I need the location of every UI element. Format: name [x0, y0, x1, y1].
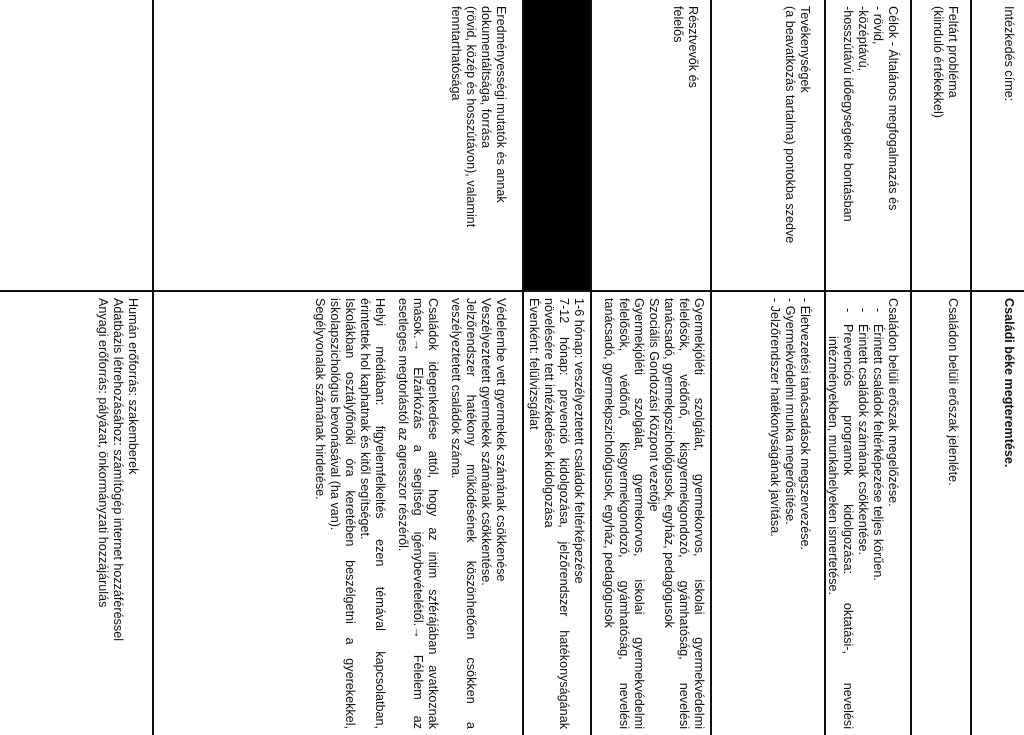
title-label: Intézkedés címe:: [1002, 6, 1016, 102]
participants-line: Szociális Gondozási Központ vezetője: [647, 298, 661, 512]
participants-line: Gyermekjóléti szolgálat, gyermekorvos, iskolai gyermekvédelmi: [692, 298, 706, 729]
problem-value: Családon belüli erőszak jelenléte.: [912, 290, 970, 735]
indicators-line: Iskolákban osztályfőnöki óra keretében beszélgetni a gyerekekkel,: [343, 298, 357, 729]
participants-label-line: Résztvevők és: [686, 6, 700, 88]
problem-label-line: Feltárt probléma: [946, 6, 960, 98]
dash-bullet: -: [841, 308, 855, 313]
goals-bullet-text: Érintett családok számának csökkentése.: [856, 324, 870, 555]
indicators-row: [154, 0, 524, 735]
goals-bullet-continuation: intézményekben, munkahelyeken ismertetése.: [826, 336, 840, 596]
indicators-line: Védelembe vett gyermekek számának csökkenése: [494, 298, 508, 582]
resources-line: Humán erőforrás: szakemberek: [126, 298, 140, 475]
indicators-line: Családok idegenkedése attól, hogy az intim szférájában avatkoznak: [426, 298, 440, 729]
timeline-line: 7-12 hónap: prevenció kidolgozása, jelzőrendszer hatékonyságának: [557, 298, 571, 729]
activity-item: - Jelzőrendszer hatékonyságának javítása.: [768, 298, 782, 537]
activities-label-line: Tevékenységek: [798, 6, 812, 93]
goals-label-line: - rövid,: [871, 6, 885, 45]
goals-bullet: [870, 298, 885, 729]
goals-intro: Családon belüli erőszak megelőzése.: [886, 298, 900, 507]
timeline-line: növelésére tett intézkedések kidolgozása: [542, 298, 556, 528]
goals-bullet: [855, 298, 870, 729]
problem-label-line: (kiinduló értékekkel): [931, 6, 945, 118]
goals-label-line: -középtávú,: [856, 6, 870, 72]
activities-row: [712, 0, 826, 735]
dash-bullet: -: [856, 308, 870, 313]
participants-line: felelősök, védőnő, kisgyermekgondozó, gyámhatóság, nevelési: [677, 298, 691, 729]
indicators-line: Veszélyeztetett gyermekek számának csökkentése.: [479, 298, 493, 586]
dash-bullet: -: [871, 308, 885, 313]
indicators-line: veszélyeztetett családok száma.: [449, 298, 463, 479]
goals-row: [826, 0, 912, 735]
resources-line: Adatbázis létrehozásához: számítógép internet hozzáféréssel: [111, 298, 125, 642]
indicators-label-line: (rövid, közép és hosszútávon), valamint: [464, 6, 478, 228]
participants-line: tanácsadó, gyermekpszichológusok, egyház, pedagógusok: [662, 298, 676, 628]
resources-row: [0, 0, 154, 735]
activity-item: - Gyermekvédelmi munka megerősítése.: [783, 298, 797, 525]
activities-label: [712, 0, 824, 290]
activities-label-line: (a beavatkozás tartalma) pontokba szedve: [783, 6, 797, 244]
goals-bullet: [840, 298, 855, 729]
indicators-line: esetleges megtorlástól az agresszor részéről.: [396, 298, 410, 552]
participants-label: [592, 0, 710, 290]
goals-label-line: -hosszútávú időegységekre bontásban: [841, 6, 855, 222]
indicators-line: érintettek hol kaphatnak és kitől segítséget.: [358, 298, 372, 540]
goals-bullet-text: Prevenciós programok kidolgozása: oktatási-, nevelési: [841, 324, 855, 729]
activity-item: - Életvezetési tanácsadások megszervezése.: [798, 298, 812, 550]
participants-line: felelősök, védőnő, kisgyermekgondozó, gyámhatóság, nevelési: [617, 298, 631, 729]
resources-label: [0, 0, 152, 290]
indicators-value: [154, 290, 522, 735]
timeline-line: 1-6 hónap: veszélyeztetett családok feltérképezése: [572, 298, 586, 584]
goals-value: [826, 290, 910, 735]
indicators-line: Segélyvonalak számának hirdetése.: [313, 298, 327, 500]
indicators-label-line: Eredményességi mutatók és annak: [494, 6, 508, 203]
activities-value: [712, 290, 824, 735]
resources-line: Anyagi erőforrás: pályázat, önkormányzati hozzájárulás: [96, 298, 110, 608]
indicators-line: Jelzőrendszer hatékony működésének köszönhetően csökken a: [464, 298, 478, 729]
timeline-value: [524, 290, 590, 735]
resources-value: [0, 290, 152, 735]
problem-row: [912, 0, 972, 735]
indicators-line: mások.→ Elzárkózás a segítség igénybevételétől.→ Félelem az: [411, 298, 425, 729]
goals-bullet-text: Érintett családok feltérképezése teljes körűen.: [871, 324, 885, 581]
title-value: Családi béke megteremtése.: [972, 290, 1024, 735]
indicators-line: Helyi médiában: figyelemfelkeltés ezen témával kapcsolatban,: [373, 298, 387, 729]
timeline-row: [524, 0, 592, 735]
participants-value: [592, 290, 710, 735]
indicators-line: iskolapszichológus bevonásával (ha van).: [328, 298, 342, 531]
title-row: [972, 0, 1024, 735]
participants-line: tanácsadó, gyermekpszichológusok, egyház, pedagógusok: [602, 298, 616, 628]
timeline-line: Évenként: felülvizsgálat: [527, 298, 541, 430]
goals-label: [826, 0, 910, 290]
participants-label-line: felelős: [671, 6, 685, 43]
problem-label: [912, 0, 970, 290]
participants-row: [592, 0, 712, 735]
indicators-label-line: dokumentáltsága, forrása: [479, 6, 493, 149]
goals-label-line: Célok - Általános megfogalmazás és: [886, 6, 900, 211]
indicators-label: [154, 0, 522, 290]
redacted-block: [524, 0, 590, 290]
participants-line: Gyermekjóléti szolgálat, gyermekorvos, iskolai gyermekvédelmi: [632, 298, 646, 729]
indicators-label-line: fenntarthatósága: [449, 6, 463, 101]
